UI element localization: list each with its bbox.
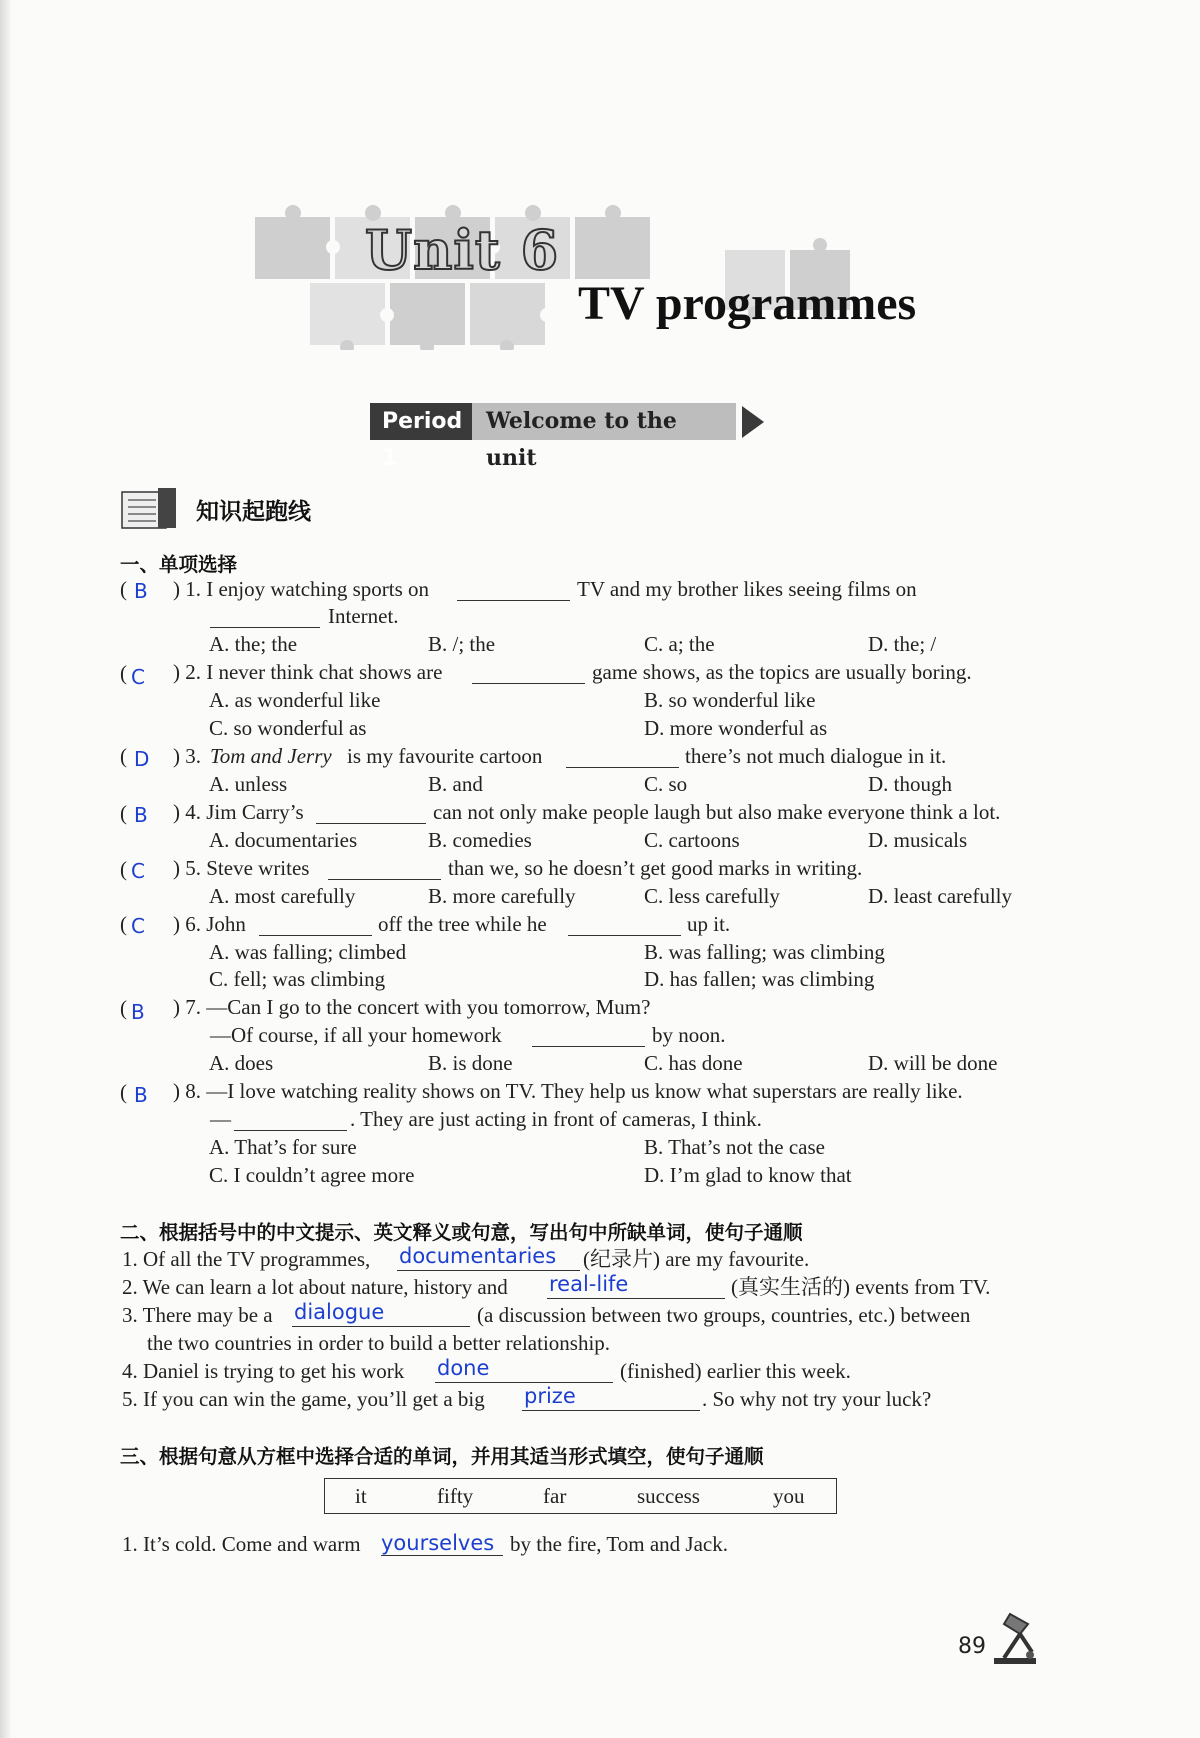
filled-answer: yourselves: [381, 1531, 495, 1555]
page-number: 89: [958, 1634, 986, 1659]
section2-heading: 二、根据括号中的中文提示、英文释义或句意，写出句中所缺单词，使句子通顺: [120, 1221, 803, 1244]
word-box-item: it: [355, 1484, 367, 1508]
banner-title: 知识起跑线: [196, 498, 311, 525]
desk-lamp-icon: [990, 1610, 1042, 1666]
answer-3: D: [134, 747, 150, 771]
section3-heading: 三、根据句意从方框中选择合适的单词，并用其适当形式填空，使句子通顺: [120, 1445, 764, 1468]
answer-1: B: [134, 579, 148, 603]
filled-answer: prize: [524, 1384, 576, 1408]
section1-heading: 一、单项选择: [120, 553, 238, 576]
blank: [457, 582, 570, 601]
word-box: [324, 1478, 837, 1514]
period-bar: [370, 403, 764, 471]
word-box-item: you: [773, 1484, 805, 1508]
unit-title: TV programmes: [578, 277, 917, 330]
blank: [316, 805, 426, 824]
blank: [210, 609, 320, 628]
answer-5: C: [131, 859, 145, 883]
section-banner: [120, 488, 311, 530]
blank: [568, 917, 681, 936]
answer-6: C: [131, 914, 145, 938]
period-title: Welcome to the unit: [472, 403, 736, 440]
blank: [532, 1028, 645, 1047]
filled-answer: done: [437, 1356, 490, 1380]
word-box-item: success: [637, 1484, 700, 1508]
workbook-page: Unit 6 TV programmes Period 1 Welcome to the unit 知识起跑线 一、单项选择 ( B ) 1. I enjoy watching sports on TV and my brother likes seeing films on Internet. A. the; the B. /; the C. a; the D. the; / ( C ) 2. I never think chat shows are game shows, as the topics are usually boring. A. as wonderful like B. so wonderful like C. so wonderful as D. more wonderful as ( D ) 3. Tom and Jerry is my favourite cartoon there’s not much dialogue in it. A. unless B. and C. so D. though ( B ) 4. Jim Carry’s can not only make people laugh but also make everyone think a lot. A. documentaries B. comedies C. cartoons D. musicals ( C ) 5. Steve writes than we, so he doesn’t get good marks in writing. A. most carefully B. more carefully C. less carefully D. least carefully ( C ) 6. John off the tree while he up it. A. was falling; climbed B. was falling; was climbing C. fell; was climbing D. has fallen; was climbing ( B ) 7. —Can I go to the concert with you tomorrow, Mum? —Of course, if all your homework by noon. A. does B. is done C. has done D. will be done ( B ) 8. —I love watching reality shows on TV. They help us know what superstars are really like. — . They are just acting in front of cameras, I think. A. That’s for sure B. That’s not the case C. I couldn’t agree more D. I’m glad to know that 二、根据括号中的中文提示、英文释义或句意，写出句中所缺单词，使句子通顺 1. Of all the TV programmes, documentaries (纪录片) are my favourite. 2. We can learn a lot about nature, history and real-life (真实生活的) events from TV. 3. There may be a dialogue (a discussion between two groups, countries, etc.) between the two countries in order to build a better relationship. 4. Daniel is trying to get his work done (finished) earlier this week. 5. If you can win the game, you’ll get a big prize . So why not try your luck? 三、根据句意从方框中选择合适的单词，并用其适当形式填空，使句子通顺 it fifty far success you 1. It’s cold. Come and warm yourselves by the fire, Tom and Jack. 89: [0, 0, 1200, 1738]
blank: [566, 749, 679, 768]
unit-number: Unit 6: [365, 218, 560, 282]
answer-8: B: [134, 1083, 148, 1107]
word-box-item: far: [543, 1484, 567, 1508]
blank: [472, 665, 585, 684]
filled-answer: documentaries: [399, 1244, 557, 1268]
word-box-item: fifty: [437, 1484, 474, 1508]
answer-4: B: [134, 803, 148, 827]
answer-7: B: [131, 1000, 145, 1024]
arrow-right-icon: [742, 406, 764, 438]
filled-answer: dialogue: [294, 1300, 385, 1324]
period-label: Period 1: [370, 403, 472, 440]
blank: [328, 861, 441, 880]
blank: [259, 917, 372, 936]
page-edge-shadow: [0, 0, 12, 1738]
blank: [234, 1112, 347, 1131]
filled-answer: real-life: [549, 1272, 629, 1296]
book-icon: [120, 488, 180, 530]
answer-2: C: [131, 665, 145, 689]
